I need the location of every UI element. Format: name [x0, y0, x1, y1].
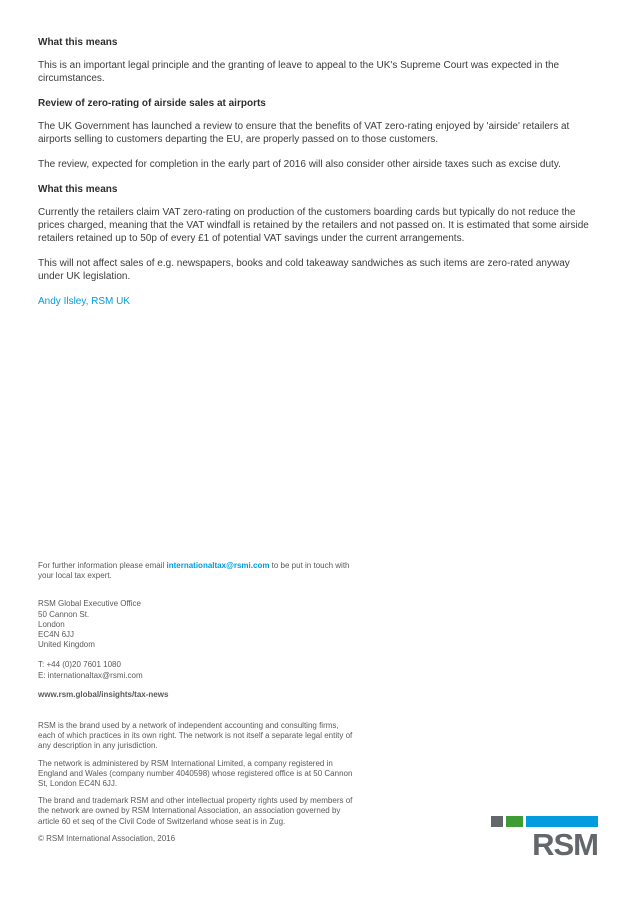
copyright: © RSM International Association, 2016	[38, 833, 176, 843]
logo-green-bar	[506, 816, 523, 827]
contact-suffix: to be put in touch with your local tax expert.	[38, 561, 350, 581]
disclaimer: RSM is the brand used by a network of independent accounting and consulting firms, each of which practices in its own right. The network is not itself a separate legal entity of any description in any jurisdiction.	[38, 721, 353, 751]
paragraph: The review, expected for completion in the early part of 2016 will also consider other airside taxes such as excise duty.	[38, 159, 561, 170]
address-line: 50 Cannon St.	[38, 609, 90, 619]
address-line: London	[38, 619, 65, 629]
office-title: RSM Global Executive Office	[38, 599, 142, 609]
disclaimer: The brand and trademark RSM and other intellectual property rights used by members of the network are owned by RSM International Association, an association governed by article 60 et seq of the Civil Code of Switzerland whose seat is in Zug.	[38, 796, 353, 826]
phone-number: T: +44 (0)20 7601 1080	[38, 660, 121, 670]
author-credit: Andy Ilsley, RSM UK	[38, 296, 131, 307]
section-heading: What this means	[38, 184, 118, 195]
article-body	[38, 36, 598, 308]
email-address: E: internationaltax@rsmi.com	[38, 670, 143, 680]
logo-gray-bar	[491, 816, 503, 827]
address-line: United Kingdom	[38, 640, 95, 650]
paragraph: This will not affect sales of e.g. newspapers, books and cold takeaway sandwiches as such items are zero-rated anyway under UK legislation.	[38, 258, 570, 282]
address-line: EC4N 6JJ	[38, 630, 75, 640]
website-link[interactable]: www.rsm.global/insights/tax-news	[38, 689, 169, 699]
paragraph: This is an important legal principle and the granting of leave to appeal to the UK's Supreme Court was expected in the circumstances.	[38, 60, 560, 84]
rsm-logo	[491, 816, 598, 864]
section-heading: What this means	[38, 37, 118, 48]
contact-prefix: For further information please email	[38, 561, 167, 570]
disclaimer: The network is administered by RSM International Limited, a company registered in England and Wales (company number 4040598) whose registered office is at 50 Cannon St, London EC4N 6JJ.	[38, 758, 353, 789]
footer	[38, 561, 358, 844]
contact-email-link[interactable]: internationaltax@rsmi.com	[166, 561, 270, 570]
section-heading: Review of zero-rating of airside sales at airports	[38, 98, 266, 109]
contact-note	[38, 561, 358, 581]
paragraph: The UK Government has launched a review to ensure that the benefits of VAT zero-rating enjoyed by 'airside' retailers at airports selling to customers departing the EU, are properly passed on to those customers.	[38, 121, 570, 145]
paragraph: Currently the retailers claim VAT zero-rating on production of the customers boarding cards but typically do not reduce the prices charged, meaning that the VAT windfall is retained by the retailers and not passed on. It is estimated that some airside retailers retained up to 50p of every £1 of potential VAT savings under the current arrangements.	[38, 207, 589, 244]
logo-wordmark: RSM	[532, 827, 598, 862]
